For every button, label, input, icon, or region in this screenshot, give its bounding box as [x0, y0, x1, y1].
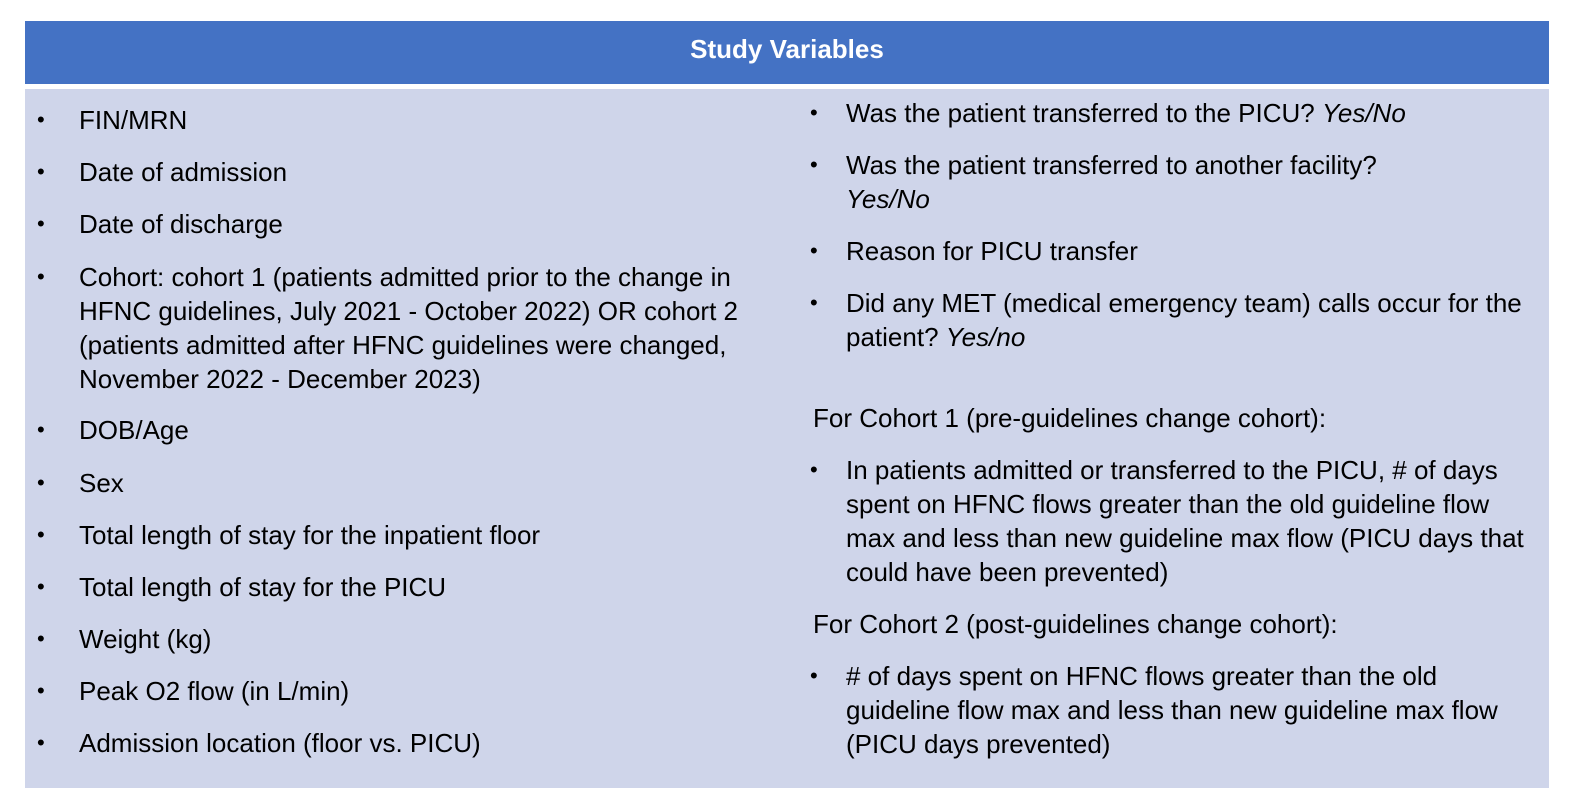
bullet: •	[37, 211, 45, 236]
bullet: •	[37, 107, 45, 132]
table-title: Study Variables	[690, 34, 884, 64]
bullet: •	[810, 152, 818, 177]
bullet: •	[810, 100, 818, 125]
bullet: •	[37, 417, 45, 442]
list-item-text: Admission location (floor vs. PICU)	[79, 728, 481, 758]
yes-no-label: Yes/No	[846, 184, 930, 214]
list-item-text: DOB/Age	[79, 415, 189, 445]
list-item-text: Sex	[79, 468, 124, 498]
cohort-2-heading: For Cohort 2 (post-guidelines change cohort):	[813, 609, 1338, 639]
bullet: •	[37, 159, 45, 184]
bullet: •	[810, 663, 818, 688]
bullet: •	[37, 678, 45, 703]
bullet: •	[810, 457, 818, 482]
list-item-text: Was the patient transferred to the PICU?	[846, 98, 1315, 128]
bullet: •	[810, 290, 818, 315]
bullet: •	[37, 470, 45, 495]
table-header	[25, 21, 1549, 84]
yes-no-label: Yes/no	[945, 322, 1026, 352]
list-item-text: # of days spent on HFNC flows greater than the old guideline flow max and less than new guideline max flow (PICU days prevented)	[846, 661, 1498, 759]
bullet: •	[37, 574, 45, 599]
list-item-text: Total length of stay for the PICU	[79, 572, 447, 602]
list-item-text: Reason for PICU transfer	[846, 236, 1138, 266]
list-item-text: Weight (kg)	[79, 624, 212, 654]
bullet: •	[37, 730, 45, 755]
list-item-text: In patients admitted or transferred to the PICU, # of days spent on HFNC flows greater than the old guideline flow max and less than new guideline max flow (PICU days that could have been prevented)	[846, 455, 1524, 587]
list-item-text: Was the patient transferred to another facility?	[846, 150, 1377, 180]
bullet: •	[37, 626, 45, 651]
list-item-text: Cohort: cohort 1 (patients admitted prior to the change in HFNC guidelines, July 2021 - October 2022) OR cohort 2 (patients admitted after HFNC guidelines were changed, November 2022 - December 2023)	[79, 262, 738, 394]
bullet: •	[810, 238, 818, 263]
list-item-text: Date of admission	[79, 157, 288, 187]
table-body	[25, 89, 1549, 788]
list-item-text: FIN/MRN	[79, 105, 188, 135]
list-item-text: Peak O2 flow (in L/min)	[79, 676, 350, 706]
bullet: •	[37, 264, 45, 289]
yes-no-label: Yes/No	[1321, 98, 1406, 128]
list-item-text: Did any MET (medical emergency team) calls occur for the patient?	[846, 288, 1522, 352]
list-item-text: Date of discharge	[79, 209, 283, 239]
list-item-text: Total length of stay for the inpatient floor	[79, 520, 541, 550]
cohort-1-heading: For Cohort 1 (pre-guidelines change cohort):	[813, 403, 1327, 433]
study-variables-table	[25, 21, 1549, 788]
bullet: •	[37, 522, 45, 547]
